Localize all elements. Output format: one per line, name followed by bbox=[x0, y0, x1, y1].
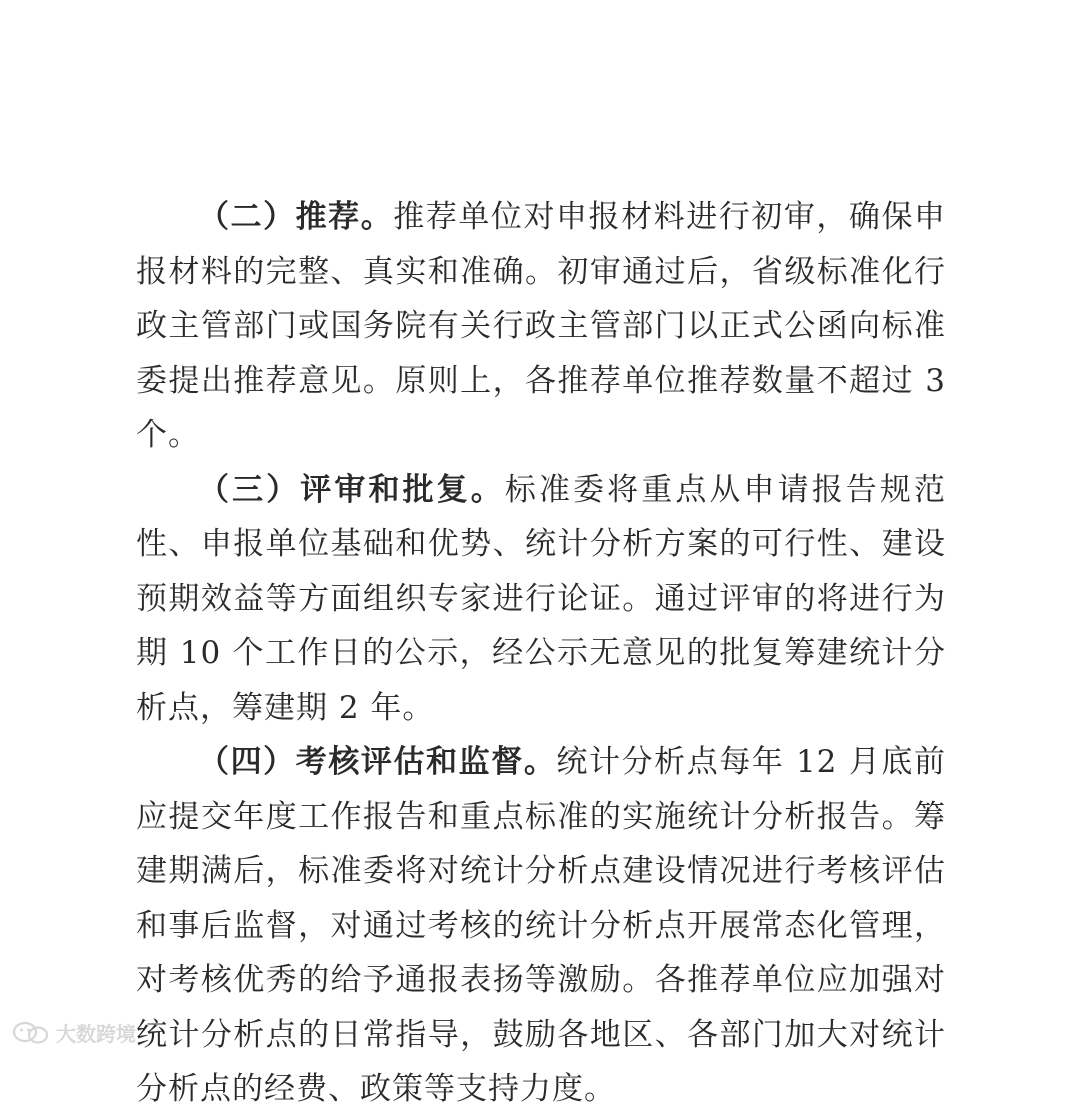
paragraph-heading: （四）考核评估和监督。 bbox=[198, 744, 557, 780]
paragraph-text: 推荐单位对申报材料进行初审，确保申报材料的完整、真实和准确。初审通过后，省级标准化行政主管部门或国务院有关行政主管部门以正式公函向标准委提出推荐意见。原则上，各推荐单位推荐数量不超过 3 个。 bbox=[136, 199, 947, 453]
wechat-logo-icon bbox=[12, 1021, 50, 1045]
paragraph-heading: （二）推荐。 bbox=[198, 199, 394, 235]
paragraph-text: 统计分析点每年 12 月底前应提交年度工作报告和重点标准的实施统计分析报告。筹建期满后，标准委将对统计分析点建设情况进行考核评估和事后监督，对通过考核的统计分析点开展常态化管理，对考核优秀的给予通报表扬等激励。各推荐单位应加强对统计分析点的日常指导，鼓励各地区、各部门加大对统计分析点的经费、政策等支持力度。 bbox=[136, 744, 946, 1107]
watermark bbox=[12, 1018, 136, 1047]
paragraph-heading: （三）评审和批复。 bbox=[198, 471, 505, 508]
watermark-text: 大数跨境 bbox=[56, 1022, 136, 1046]
paragraph-review-approval bbox=[136, 463, 946, 736]
paragraph-recommendation bbox=[136, 190, 946, 463]
document-body bbox=[136, 190, 946, 1117]
paragraph-assessment-supervision bbox=[136, 735, 946, 1117]
paragraph-text: 标准委将重点从申请报告规范性、申报单位基础和优势、统计分析方案的可行性、建设预期效益等方面组织专家进行论证。通过评审的将进行为期 10 个工作日的公示，经公示无意见的批复筹建统计分析点，筹建期 2 年。 bbox=[136, 471, 947, 726]
